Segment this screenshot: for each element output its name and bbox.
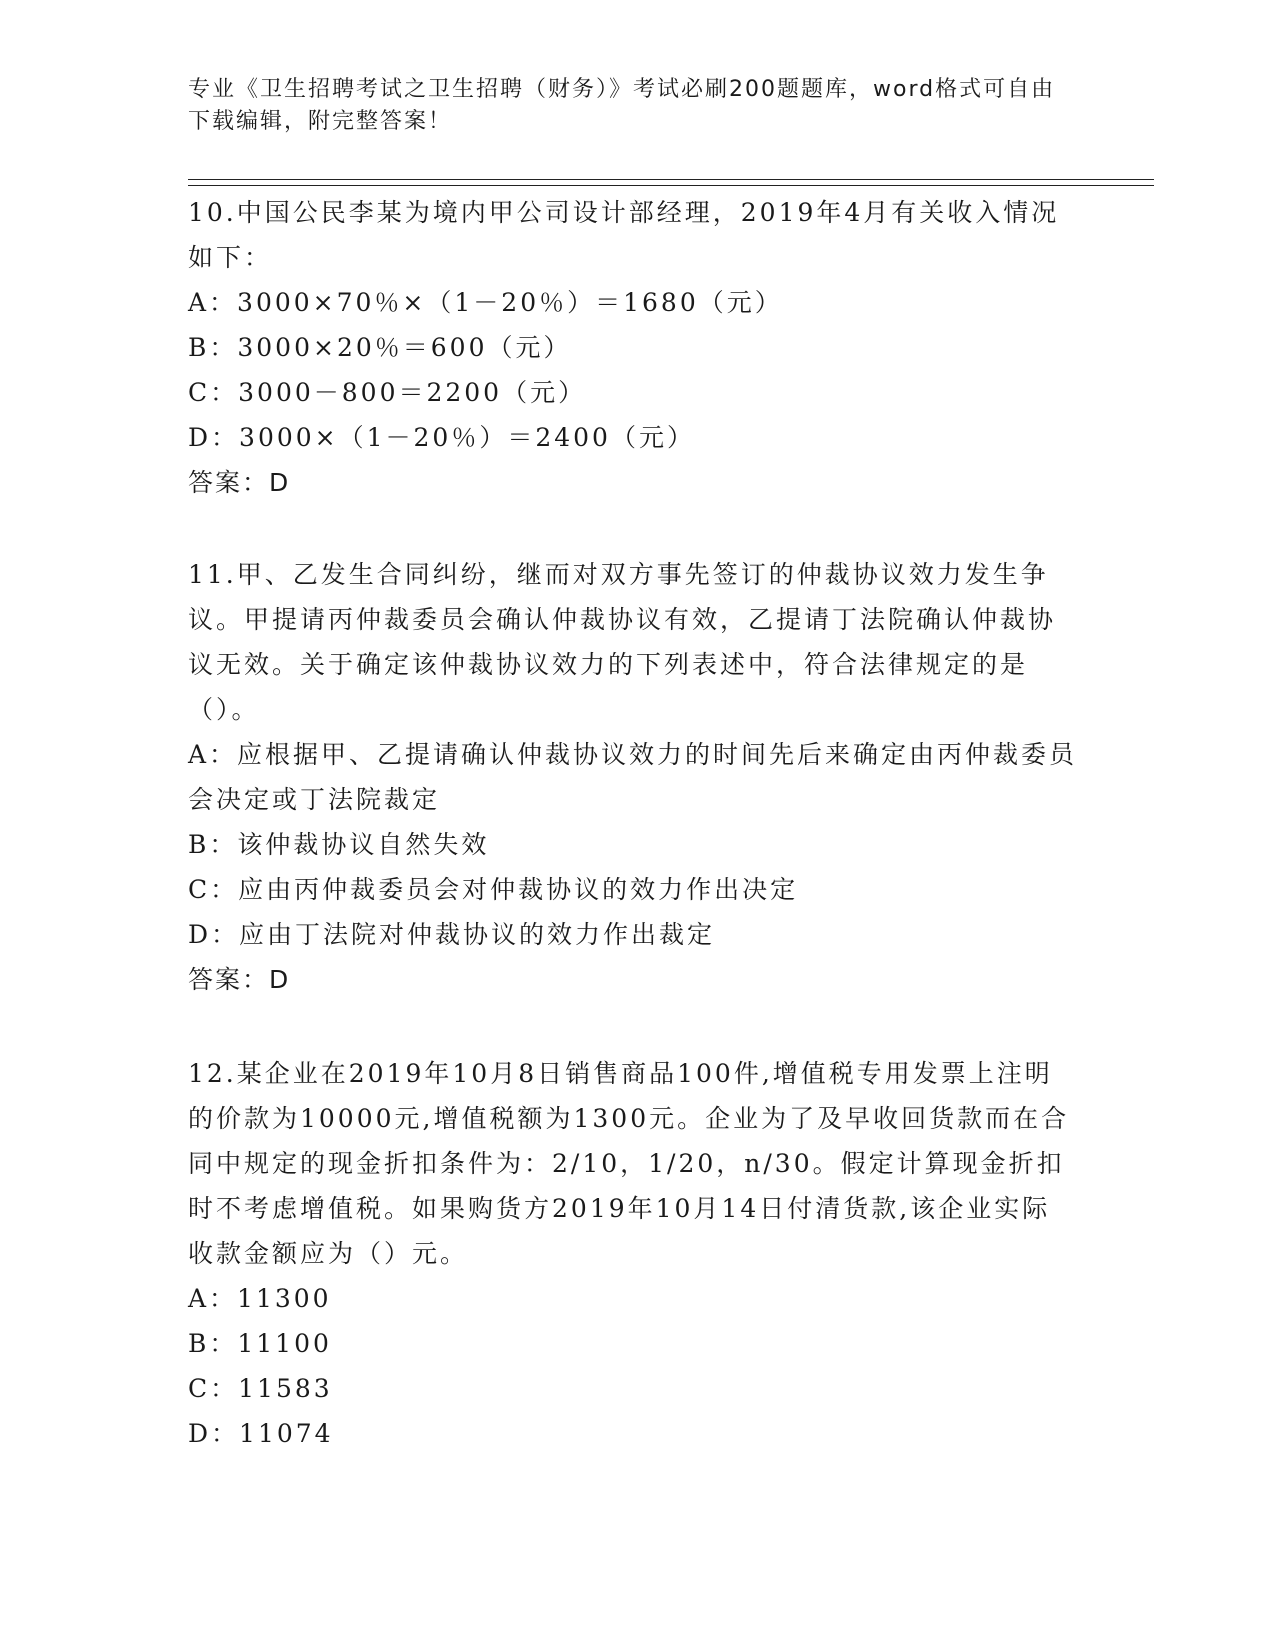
question-12 xyxy=(188,1051,1078,1456)
header-divider-top xyxy=(188,179,1154,180)
option-a: A：3000×70％×（1－20％）＝1680（元） xyxy=(188,288,783,317)
option-c: C：3000－800＝2200（元） xyxy=(188,378,587,407)
answer: 答案：D xyxy=(188,965,291,994)
option-d: D：11074 xyxy=(188,1419,334,1448)
option-d: D：应由丁法院对仲裁协议的效力作出裁定 xyxy=(188,920,716,949)
option-b: B：11100 xyxy=(188,1329,332,1358)
question-stem: 12.某企业在2019年10月8日销售商品100件,增值税专用发票上注明的价款为10000元,增值税额为1300元。企业为了及早收回货款而在合同中规定的现金折扣条件为：2/10，1/20，n/30。假定计算现金折扣时不考虑增值税。如果购货方2019年10月14日付清货款,该企业实际收款金额应为（）元。 xyxy=(188,1059,1070,1268)
option-b: B：3000×20％＝600（元） xyxy=(188,333,572,362)
option-b: B：该仲裁协议自然失效 xyxy=(188,830,490,859)
question-11 xyxy=(188,552,1078,1002)
answer: 答案：D xyxy=(188,468,291,497)
option-c: C：应由丙仲裁委员会对仲裁协议的效力作出决定 xyxy=(188,875,799,904)
option-a: A：应根据甲、乙提请确认仲裁协议效力的时间先后来确定由丙仲裁委员会决定或丁法院裁定 xyxy=(188,740,1078,814)
option-a: A：11300 xyxy=(188,1284,332,1313)
question-stem: 10.中国公民李某为境内甲公司设计部经理，2019年4月有关收入情况如下： xyxy=(188,198,1060,272)
document-header: 专业《卫生招聘考试之卫生招聘（财务）》考试必刷200题题库，word格式可自由下载编辑，附完整答案！ xyxy=(188,77,1056,134)
question-stem: 11.甲、乙发生合同纠纷，继而对双方事先签订的仲裁协议效力发生争议。甲提请丙仲裁委员会确认仲裁协议有效，乙提请丁法院确认仲裁协议无效。关于确定该仲裁协议效力的下列表述中，符合法律规定的是（）。 xyxy=(188,560,1057,724)
option-d: D：3000×（1－20％）＝2400（元） xyxy=(188,423,695,452)
question-10 xyxy=(188,190,1078,505)
option-c: C：11583 xyxy=(188,1374,333,1403)
header-divider-bottom xyxy=(188,185,1154,186)
